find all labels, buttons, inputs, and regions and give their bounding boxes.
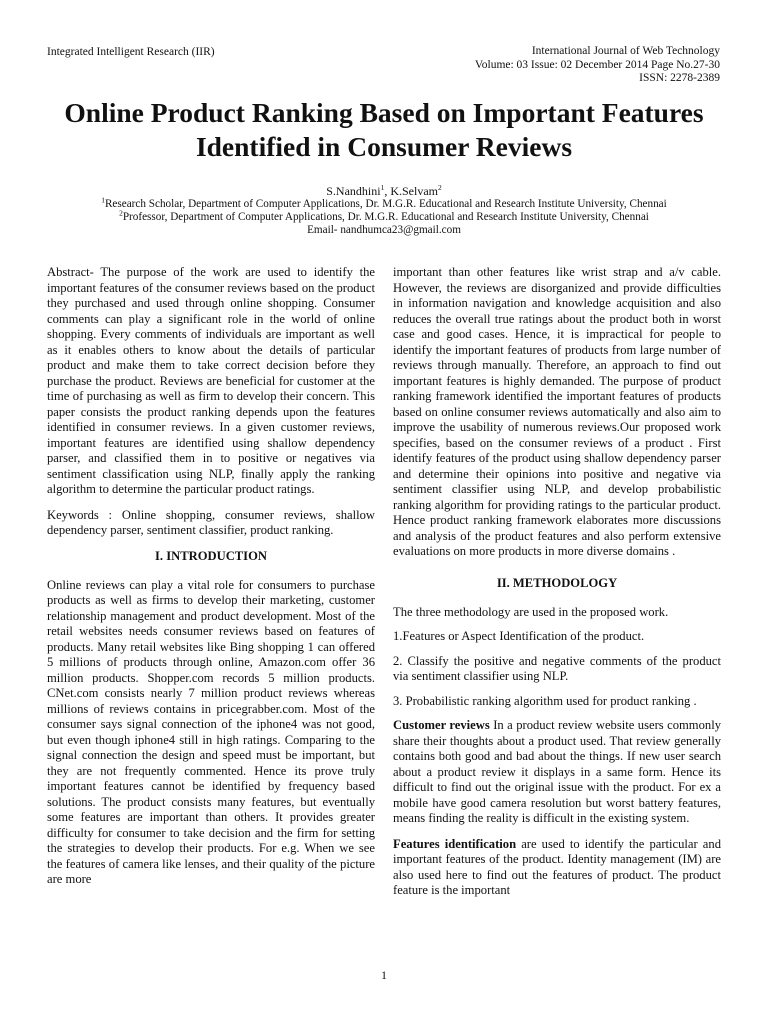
features-identification-text: are used to identify the particular and important features of the product. Identity management (IM) are also used here to find out the features of product. The product feature is the important: [393, 836, 721, 897]
affiliation-2-text: Professor, Department of Computer Applications, Dr. M.G.R. Educational and Research Institute University, Chennai: [122, 211, 649, 223]
customer-reviews-text: In a product review website users commonly share their thoughts about a product used. That review generally contains both good and bad about the things. If new user search about a product review it displays in a same form. Hence its difficult to find out the original issue with the product. For ex a mobile have good camera resolution but worst battery features, means finding the reality is difficult in the existing system.: [393, 718, 721, 825]
intro-heading: I. INTRODUCTION: [155, 548, 267, 563]
journal-volume: Volume: 03 Issue: 02 December 2014 Page No.27-30: [474, 58, 720, 71]
author-names: [40, 184, 728, 198]
author-1-sup: 1: [380, 183, 385, 192]
journal-name: International Journal of Web Technology: [531, 45, 720, 57]
author-1: S.Nandhini: [326, 184, 381, 198]
page-number: 1: [381, 968, 387, 982]
left-column: [47, 265, 375, 898]
author-email: Email- nandhumca23@gmail.com: [307, 224, 461, 236]
customer-reviews-paragraph: [393, 718, 721, 827]
author-separator: ,: [384, 184, 391, 198]
affiliation-2: [40, 208, 728, 224]
keywords: [47, 508, 375, 539]
journal-publisher: Integrated Intelligent Research (IIR): [47, 46, 215, 58]
affiliation-1: [40, 195, 728, 211]
methodology-item: 2. Classify the positive and negative comments of the product via sentiment classifier using NLP.: [393, 653, 721, 683]
intro-continued: important than other features like wrist strap and a/v cable. However, the reviews are disorganized and provide difficulties in information navigation and knowledge acquisition and also reduces the overall true ratings about the product both in worst case and good cases. Hence, it is impractical for people to identify the important features of products from large number of reviews through manually. Therefore, an approach to find out important features is highly demanded. The purpose of product ranking framework identified the important features of products based on online consumer reviews automatically and also aim to improve the usability of numerous reviews.Our proposed work specifies, based on the consumer reviews of a product . First identify features of the product using shallow dependency parser and determine their opinions into positive and negative via sentiment classifier using NLP, and develop probabilistic ranking algorithm for providing ratings to the particular product. Hence product ranking framework elaborates more discussions and analysis of the product features and also perform extensive evaluations on more products in more diverse domains .: [393, 265, 721, 558]
abstract: Abstract- The purpose of the work are used to identify the important features of the consumer reviews based on the product they purchased and used through online shopping. Consumer comments can play a significant role in the world of online shopping. Every comments of individuals are important as well as it enables others to know about the details of particular product and make them to take correct decision before they purchase the product. Reviews are beneficial for customer at the time of purchasing as well as firm to develop their concern. This paper consists the product ranking depends upon the features identified in consumer reviews. In a given customer reviews, important features are identified using shallow dependency parser, and classified them in to positive or negatives via sentiment classification using NLP, finally apply the ranking algorithm to determine the particular product ratings.: [47, 265, 375, 496]
features-identification-label: Features identification: [393, 836, 517, 851]
paper-title: Online Product Ranking Based on Important Features Identified in Consumer Reviews: [64, 97, 704, 162]
customer-reviews-label: Customer reviews: [393, 718, 490, 732]
keywords-label: Keywords :: [47, 507, 113, 522]
affiliation-2-sup: 2: [119, 208, 123, 218]
methodology-intro: The three methodology are used in the proposed work.: [393, 604, 669, 619]
affiliation-1-sup: 1: [101, 195, 105, 205]
author-2: K.Selvam: [390, 184, 438, 198]
author-2-sup: 2: [438, 183, 442, 192]
right-column: [393, 265, 721, 909]
intro-paragraph: Online reviews can play a vital role for consumers to purchase products as well as firms to develop their marketing, customer relationship management and product development. Most of the retail websites needs consumer reviews based on features of products. Many retail websites like Bing shopping 1 can offered 5 millions of products through online, Amazon.com offer 36 million products. Shopper.com records 5 million products. CNet.com consists nearly 7 million product reviews whereas millions of reviews contains in pricegrabber.com. Most of the consumer says signal connection of the iphone4 was not good, but even though iphone4 still in high ratings. Comparing to the signal connection the design and speed must be important, but they are not frequently commented. Hence its prove truly important features cannot be identified by frequency based solutions. The product consists many features, but eventually some features are important than others. It provides greater difficulty for consumer to take decision and the firm for setting the strategies to develop their products. For e.g. When we see the features of camera like lenses, and their quality of the picture are more: [47, 577, 375, 886]
journal-info: [475, 45, 720, 86]
keywords-text: Online shopping, consumer reviews, shallow dependency parser, sentiment classifier, product ranking.: [47, 507, 375, 537]
methodology-item: 1.Features or Aspect Identification of the product.: [393, 629, 645, 643]
journal-issn: ISSN: 2278-2389: [639, 72, 720, 84]
affiliation-1-text: Research Scholar, Department of Computer Applications, Dr. M.G.R. Educational and Research Institute University, Chennai: [104, 198, 667, 210]
methodology-heading: II. METHODOLOGY: [496, 575, 618, 590]
author-block: [40, 184, 728, 237]
features-identification-paragraph: [393, 837, 721, 899]
methodology-item: 3. Probabilistic ranking algorithm used for product ranking .: [393, 693, 697, 708]
